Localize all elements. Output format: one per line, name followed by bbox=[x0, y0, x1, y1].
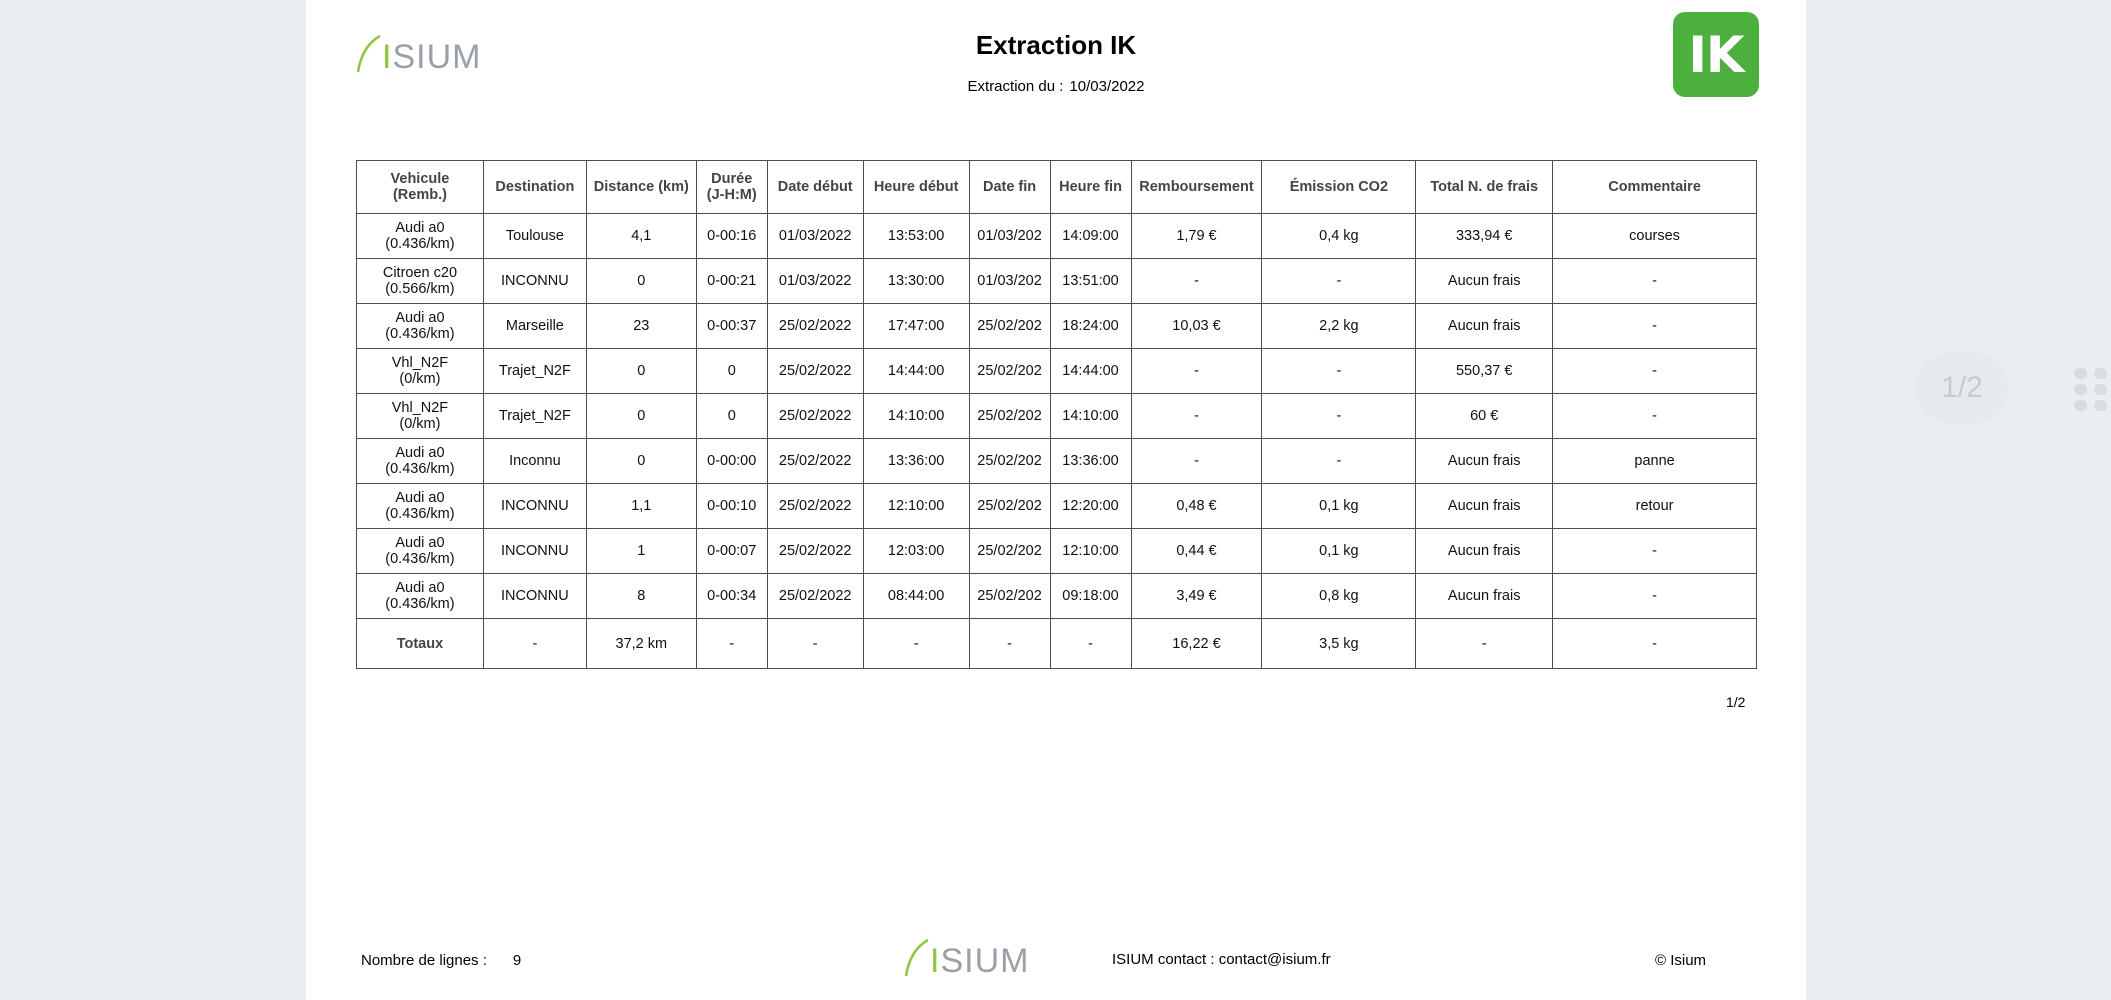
footer-contact: ISIUM contact : contact@isium.fr bbox=[1112, 951, 1331, 968]
extraction-table bbox=[356, 160, 1757, 669]
vehicle-rate: (0/km) bbox=[399, 371, 441, 387]
totals-cell: - bbox=[767, 619, 863, 669]
table-row bbox=[357, 574, 1757, 619]
cell-heure-debut: 13:30:00 bbox=[863, 259, 969, 304]
cell-destination: Toulouse bbox=[483, 214, 586, 259]
cell-date-fin: 25/02/202 bbox=[969, 394, 1050, 439]
cell-destination: Inconnu bbox=[483, 439, 586, 484]
cell-vehicule bbox=[357, 439, 484, 484]
cell-emission: 0,4 kg bbox=[1262, 214, 1416, 259]
cell-vehicule bbox=[357, 214, 484, 259]
cell-date-fin: 25/02/202 bbox=[969, 439, 1050, 484]
cell-vehicule bbox=[357, 574, 484, 619]
cell-date-debut: 25/02/2022 bbox=[767, 304, 863, 349]
table-header-row bbox=[357, 161, 1757, 214]
cell-distance: 1,1 bbox=[586, 484, 696, 529]
cell-total-frais: Aucun frais bbox=[1416, 574, 1553, 619]
ik-logo-badge bbox=[1673, 12, 1759, 97]
cell-total-frais: 333,94 € bbox=[1416, 214, 1553, 259]
vehicle-name: Vhl_N2F bbox=[391, 355, 449, 371]
cell-heure-fin: 12:10:00 bbox=[1050, 529, 1131, 574]
cell-date-debut: 25/02/2022 bbox=[767, 574, 863, 619]
table-row bbox=[357, 349, 1757, 394]
cell-heure-debut: 14:10:00 bbox=[863, 394, 969, 439]
cell-commentaire: retour bbox=[1553, 484, 1757, 529]
col-distance: Distance (km) bbox=[586, 161, 696, 214]
vehicle-rate: (0.436/km) bbox=[385, 461, 455, 477]
cell-date-debut: 01/03/2022 bbox=[767, 259, 863, 304]
extraction-date bbox=[306, 78, 1806, 95]
vehicle-name: Audi a0 bbox=[395, 445, 445, 461]
col-heure-debut: Heure début bbox=[863, 161, 969, 214]
cell-vehicule bbox=[357, 349, 484, 394]
cell-destination: INCONNU bbox=[483, 484, 586, 529]
cell-heure-debut: 12:03:00 bbox=[863, 529, 969, 574]
vehicle-name: Audi a0 bbox=[395, 490, 445, 506]
cell-duree: 0-00:34 bbox=[696, 574, 767, 619]
cell-date-fin: 25/02/202 bbox=[969, 349, 1050, 394]
cell-duree: 0-00:21 bbox=[696, 259, 767, 304]
cell-emission: - bbox=[1262, 394, 1416, 439]
cell-heure-fin: 14:09:00 bbox=[1050, 214, 1131, 259]
vehicle-name: Audi a0 bbox=[395, 535, 445, 551]
page-title: Extraction IK bbox=[975, 30, 1137, 60]
cell-date-fin: 01/03/202 bbox=[969, 214, 1050, 259]
cell-heure-debut: 08:44:00 bbox=[863, 574, 969, 619]
cell-emission: - bbox=[1262, 349, 1416, 394]
cell-duree: 0-00:07 bbox=[696, 529, 767, 574]
col-date-fin: Date fin bbox=[969, 161, 1050, 214]
grid-handle-icon[interactable] bbox=[2074, 368, 2111, 412]
col-vehicule: Vehicule (Remb.) bbox=[357, 161, 484, 214]
cell-emission: 0,8 kg bbox=[1262, 574, 1416, 619]
document-page bbox=[306, 0, 1806, 1000]
cell-commentaire: - bbox=[1553, 529, 1757, 574]
footer-lines-count: 9 bbox=[512, 952, 522, 969]
page-number: 1/2 bbox=[1726, 694, 1746, 710]
cell-vehicule bbox=[357, 304, 484, 349]
cell-destination: Trajet_N2F bbox=[483, 394, 586, 439]
vehicle-rate: (0.436/km) bbox=[385, 236, 455, 252]
cell-duree: 0-00:16 bbox=[696, 214, 767, 259]
cell-date-debut: 25/02/2022 bbox=[767, 439, 863, 484]
vehicle-name: Audi a0 bbox=[395, 580, 445, 596]
ik-logo-text: IK bbox=[1688, 25, 1744, 84]
cell-total-frais: Aucun frais bbox=[1416, 439, 1553, 484]
cell-remboursement: - bbox=[1131, 259, 1262, 304]
cell-heure-debut: 12:10:00 bbox=[863, 484, 969, 529]
cell-total-frais: 60 € bbox=[1416, 394, 1553, 439]
totals-cell: - bbox=[969, 619, 1050, 669]
cell-destination: Marseille bbox=[483, 304, 586, 349]
vehicle-name: Audi a0 bbox=[395, 220, 445, 236]
cell-total-frais: 550,37 € bbox=[1416, 349, 1553, 394]
cell-distance: 0 bbox=[586, 439, 696, 484]
table-row bbox=[357, 439, 1757, 484]
vehicle-name: Audi a0 bbox=[395, 310, 445, 326]
cell-heure-fin: 09:18:00 bbox=[1050, 574, 1131, 619]
cell-distance: 0 bbox=[586, 259, 696, 304]
cell-commentaire: - bbox=[1553, 259, 1757, 304]
vehicle-rate: (0.436/km) bbox=[385, 551, 455, 567]
cell-heure-debut: 14:44:00 bbox=[863, 349, 969, 394]
page-indicator[interactable]: 1/2 bbox=[1916, 352, 2008, 424]
cell-duree: 0 bbox=[696, 349, 767, 394]
totals-label: Totaux bbox=[357, 619, 484, 669]
totals-cell: - bbox=[1553, 619, 1757, 669]
cell-heure-fin: 13:51:00 bbox=[1050, 259, 1131, 304]
cell-remboursement: - bbox=[1131, 439, 1262, 484]
totals-cell: 16,22 € bbox=[1131, 619, 1262, 669]
footer-copyright: © Isium bbox=[1655, 952, 1707, 969]
cell-commentaire: - bbox=[1553, 349, 1757, 394]
cell-emission: 0,1 kg bbox=[1262, 484, 1416, 529]
table-row bbox=[357, 484, 1757, 529]
cell-heure-debut: 13:36:00 bbox=[863, 439, 969, 484]
footer-line-count bbox=[361, 952, 521, 969]
cell-distance: 0 bbox=[586, 349, 696, 394]
table-row bbox=[357, 529, 1757, 574]
cell-distance: 8 bbox=[586, 574, 696, 619]
totals-cell: - bbox=[696, 619, 767, 669]
cell-date-debut: 25/02/2022 bbox=[767, 529, 863, 574]
cell-remboursement: 10,03 € bbox=[1131, 304, 1262, 349]
col-total-frais: Total N. de frais bbox=[1416, 161, 1553, 214]
cell-total-frais: Aucun frais bbox=[1416, 259, 1553, 304]
footer-swoosh-icon bbox=[904, 936, 930, 978]
cell-vehicule bbox=[357, 484, 484, 529]
cell-date-fin: 25/02/202 bbox=[969, 529, 1050, 574]
cell-commentaire: courses bbox=[1553, 214, 1757, 259]
cell-distance: 23 bbox=[586, 304, 696, 349]
cell-emission: 2,2 kg bbox=[1262, 304, 1416, 349]
cell-date-debut: 25/02/2022 bbox=[767, 349, 863, 394]
cell-heure-fin: 14:10:00 bbox=[1050, 394, 1131, 439]
cell-emission: - bbox=[1262, 259, 1416, 304]
cell-distance: 0 bbox=[586, 394, 696, 439]
extraction-label: Extraction du : bbox=[967, 78, 1064, 95]
cell-commentaire: panne bbox=[1553, 439, 1757, 484]
cell-remboursement: - bbox=[1131, 349, 1262, 394]
cell-date-debut: 25/02/2022 bbox=[767, 394, 863, 439]
cell-duree: 0-00:37 bbox=[696, 304, 767, 349]
col-remboursement: Remboursement bbox=[1131, 161, 1262, 214]
col-emission: Émission CO2 bbox=[1262, 161, 1416, 214]
cell-vehicule bbox=[357, 394, 484, 439]
cell-total-frais: Aucun frais bbox=[1416, 484, 1553, 529]
vehicle-rate: (0.436/km) bbox=[385, 506, 455, 522]
cell-heure-fin: 14:44:00 bbox=[1050, 349, 1131, 394]
col-heure-fin: Heure fin bbox=[1050, 161, 1131, 214]
cell-remboursement: 0,48 € bbox=[1131, 484, 1262, 529]
vehicle-name: Citroen c20 bbox=[382, 265, 458, 281]
cell-destination: INCONNU bbox=[483, 259, 586, 304]
col-commentaire: Commentaire bbox=[1553, 161, 1757, 214]
isium-logo: ISIUM bbox=[356, 32, 481, 74]
cell-duree: 0-00:00 bbox=[696, 439, 767, 484]
col-date-debut: Date début bbox=[767, 161, 863, 214]
cell-distance: 4,1 bbox=[586, 214, 696, 259]
vehicle-rate: (0/km) bbox=[399, 416, 441, 432]
table-row bbox=[357, 394, 1757, 439]
vehicle-name: Vhl_N2F bbox=[391, 400, 449, 416]
table-row bbox=[357, 214, 1757, 259]
vehicle-rate: (0.436/km) bbox=[385, 596, 455, 612]
totals-cell: - bbox=[483, 619, 586, 669]
cell-destination: INCONNU bbox=[483, 574, 586, 619]
cell-heure-fin: 13:36:00 bbox=[1050, 439, 1131, 484]
cell-commentaire: - bbox=[1553, 394, 1757, 439]
table-row bbox=[357, 259, 1757, 304]
table-row bbox=[357, 304, 1757, 349]
col-duree: Durée (J-H:M) bbox=[696, 161, 767, 214]
cell-vehicule bbox=[357, 529, 484, 574]
cell-emission: 0,1 kg bbox=[1262, 529, 1416, 574]
vehicle-rate: (0.566/km) bbox=[385, 281, 455, 297]
cell-destination: INCONNU bbox=[483, 529, 586, 574]
cell-duree: 0-00:10 bbox=[696, 484, 767, 529]
totals-row bbox=[357, 619, 1757, 669]
cell-heure-fin: 18:24:00 bbox=[1050, 304, 1131, 349]
cell-date-fin: 01/03/202 bbox=[969, 259, 1050, 304]
footer-isium-logo: ISIUM bbox=[904, 936, 1029, 978]
cell-distance: 1 bbox=[586, 529, 696, 574]
cell-date-fin: 25/02/202 bbox=[969, 484, 1050, 529]
cell-remboursement: 0,44 € bbox=[1131, 529, 1262, 574]
cell-date-debut: 01/03/2022 bbox=[767, 214, 863, 259]
cell-vehicule bbox=[357, 259, 484, 304]
cell-commentaire: - bbox=[1553, 304, 1757, 349]
cell-destination: Trajet_N2F bbox=[483, 349, 586, 394]
cell-date-fin: 25/02/202 bbox=[969, 574, 1050, 619]
cell-heure-debut: 13:53:00 bbox=[863, 214, 969, 259]
cell-date-debut: 25/02/2022 bbox=[767, 484, 863, 529]
col-destination: Destination bbox=[483, 161, 586, 214]
cell-heure-debut: 17:47:00 bbox=[863, 304, 969, 349]
cell-total-frais: Aucun frais bbox=[1416, 304, 1553, 349]
totals-cell: - bbox=[863, 619, 969, 669]
totals-cell: 3,5 kg bbox=[1262, 619, 1416, 669]
totals-cell: - bbox=[1050, 619, 1131, 669]
cell-remboursement: 3,49 € bbox=[1131, 574, 1262, 619]
cell-remboursement: - bbox=[1131, 394, 1262, 439]
cell-duree: 0 bbox=[696, 394, 767, 439]
extraction-date-value: 10/03/2022 bbox=[1069, 78, 1145, 95]
totals-cell: 37,2 km bbox=[586, 619, 696, 669]
cell-commentaire: - bbox=[1553, 574, 1757, 619]
cell-heure-fin: 12:20:00 bbox=[1050, 484, 1131, 529]
vehicle-rate: (0.436/km) bbox=[385, 326, 455, 342]
footer-lines-label: Nombre de lignes : bbox=[361, 952, 487, 969]
totals-cell: - bbox=[1416, 619, 1553, 669]
cell-remboursement: 1,79 € bbox=[1131, 214, 1262, 259]
cell-total-frais: Aucun frais bbox=[1416, 529, 1553, 574]
cell-date-fin: 25/02/202 bbox=[969, 304, 1050, 349]
cell-emission: - bbox=[1262, 439, 1416, 484]
